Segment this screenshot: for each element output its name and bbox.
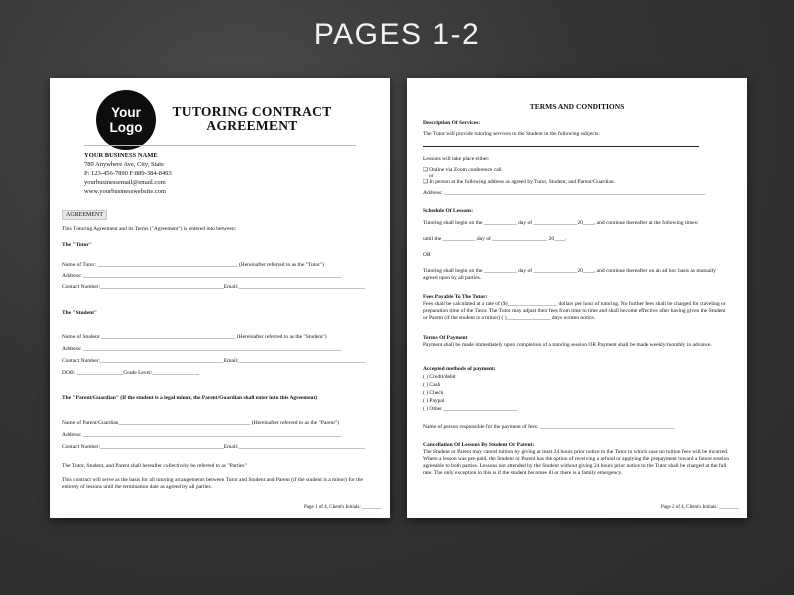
payment-method-paypal[interactable]: ( ) Paypal bbox=[423, 398, 445, 404]
description-heading: Description Of Services: bbox=[423, 120, 481, 126]
terms-title: TERMS AND CONDITIONS bbox=[529, 102, 625, 111]
intro-text: This Tutoring Agreement and its Terms ("Agreement") is entered into between: bbox=[62, 226, 237, 232]
payment-methods-heading: Accepted methods of payment: bbox=[423, 366, 496, 372]
cancellation-text: The Student or Parent may cancel tuition by giving at least 24 hours prior notice to the Tutor in which case no tuition fees will be incurred. Where a lesson was pre-paid, the Student or Parent has the option of receiving a refund or applying the prepayment toward a future session agreeable to both parties. Lessons not attended by the Student without giving 24 hours prior notice to the Tutor shall be charged at the full rate. The only exception to this is if the student becomes ill or there is a family emergency. bbox=[423, 449, 730, 476]
cancellation-heading: Cancellation Of Lessons By Student Or Parent: bbox=[423, 442, 535, 448]
document-page-1 bbox=[50, 78, 390, 518]
terms-payment-text: Payment shall be made immediately upon completion of a tutoring session OR Payment shall be made weekly/monthly in advance. bbox=[423, 342, 712, 348]
document-page-2 bbox=[407, 78, 747, 518]
lessons-either-text: Lessons will take place either: bbox=[423, 156, 490, 162]
business-phone: P: 123-456-7890 F:889-384-8493 bbox=[84, 170, 172, 177]
adhoc-schedule-text[interactable]: Tutoring shall begin on the ____________ day of ________________20____, and continue thereafter on an ad hoc basis as mutually agreed upon by all parties. bbox=[423, 268, 716, 281]
schedule-until-text[interactable]: until the ____________ day of ____________________ 20____. bbox=[423, 236, 567, 242]
document-title bbox=[162, 105, 342, 133]
payment-method-other[interactable]: ( ) Other ___________________________ bbox=[423, 406, 518, 412]
business-website: www.yourbusinesswebsite.com bbox=[84, 188, 166, 195]
parties-text: The Tutor, Student, and Parent shall hereafter collectively be referred to as "Parties" bbox=[62, 463, 247, 469]
tutor-name-field[interactable]: Name of Tutor: ___________________________________________________ (Hereinafter referred to as the "Tutor") bbox=[62, 262, 324, 268]
lesson-address-field[interactable]: Address: _______________________________________________________________________________________________ bbox=[423, 190, 706, 196]
terms-payment-heading: Terms Of Payment bbox=[423, 335, 468, 341]
title-line-2: AGREEMENT bbox=[206, 118, 298, 133]
logo-placeholder bbox=[96, 90, 156, 150]
student-contact-field[interactable]: Contact Number:_____________________________________________Email:______________________________________________ bbox=[62, 358, 365, 364]
in-person-option[interactable]: ❑ In person at the following address as agreed by Tutor, Student, and Parent/Guardian. bbox=[423, 179, 615, 185]
schedule-begin-text[interactable]: Tutoring shall begin on the ____________ day of ________________20____, and continue thereafter at the following times: bbox=[423, 220, 699, 226]
responsible-person-field[interactable]: Name of person responsible for the payment of fees: _________________________________________________ bbox=[423, 424, 675, 430]
tutor-heading: The "Tutor" bbox=[62, 242, 92, 248]
or-divider-text: OR bbox=[423, 252, 431, 258]
business-name: YOUR BUSINESS NAME bbox=[84, 152, 158, 159]
payment-method-check[interactable]: ( ) Check bbox=[423, 390, 444, 396]
subjects-line[interactable] bbox=[423, 146, 699, 147]
schedule-heading: Schedule Of Lessons: bbox=[423, 208, 474, 214]
or-text: or bbox=[429, 173, 434, 179]
title-line-1: TUTORING CONTRACT bbox=[172, 104, 332, 119]
fees-heading: Fees Payable To The Tutor: bbox=[423, 294, 488, 300]
business-info bbox=[84, 151, 172, 196]
agreement-label: AGREEMENT bbox=[62, 210, 107, 220]
online-option[interactable]: ❑ Online via Zoom conference call bbox=[423, 167, 502, 173]
student-address-field[interactable]: Address: ______________________________________________________________________________________________ bbox=[62, 346, 342, 352]
basis-text: This contract will serve as the basis for all tutoring arrangements between Tutor and Student and Parent (if the student is a minor) for the entirety of lessons until the termination date as agreed by all parties. bbox=[62, 477, 363, 490]
tutor-address-field[interactable]: Address: ______________________________________________________________________________________________ bbox=[62, 273, 342, 279]
fees-text[interactable]: Fees shall be calculated at a rate of ($)__________________ dollars per hour of tutoring. No further fees shall be charged for traveling or preparation time of the Tutor. The Tutor may adjust their fees from time to time and shall become effective after having given the Student or Parent (if the student is a minor) ( )________________ days written notice. bbox=[423, 301, 726, 321]
page-1-footer: Page 1 of 4, Client's Initials: ________ bbox=[304, 505, 382, 510]
business-address: 789 Anywhere Ave, City, State bbox=[84, 161, 164, 168]
parent-heading: The "Parent/Guardian" (If the student is a legal minor, the Parent/Guardian shall enter into this Agreement) bbox=[62, 395, 318, 401]
parent-address-field[interactable]: Address: ______________________________________________________________________________________________ bbox=[62, 432, 342, 438]
parent-contact-field[interactable]: Contact Number:_____________________________________________Email:______________________________________________ bbox=[62, 444, 365, 450]
business-email: yourbusinessemail@email.com bbox=[84, 179, 166, 186]
tutor-contact-field[interactable]: Contact Number:_____________________________________________Email:______________________________________________ bbox=[62, 284, 365, 290]
page-2-footer: Page 2 of 4, Client's Initials: ________ bbox=[661, 505, 739, 510]
header-divider bbox=[84, 145, 356, 146]
student-heading: The "Student" bbox=[62, 310, 97, 316]
parent-name-field[interactable]: Name of Parent/Guardian________________________________________________ (Hereinafter referred to as the "Parent") bbox=[62, 420, 339, 426]
payment-method-credit[interactable]: ( ) Credit/debit bbox=[423, 374, 456, 380]
description-text: The Tutor will provide tutoring services to the Student in the following subjects: bbox=[423, 131, 600, 137]
student-dob-field[interactable]: DOB: _________________Grade Level:_________________ bbox=[62, 370, 199, 376]
banner-title: PAGES 1-2 bbox=[313, 18, 481, 51]
logo-text-line-1: Your bbox=[111, 105, 141, 120]
student-name-field[interactable]: Name of Student _________________________________________________ (Hereinafter referred to as the "Student") bbox=[62, 334, 327, 340]
payment-method-cash[interactable]: ( ) Cash bbox=[423, 382, 441, 388]
logo-text-line-2: Logo bbox=[109, 120, 143, 135]
